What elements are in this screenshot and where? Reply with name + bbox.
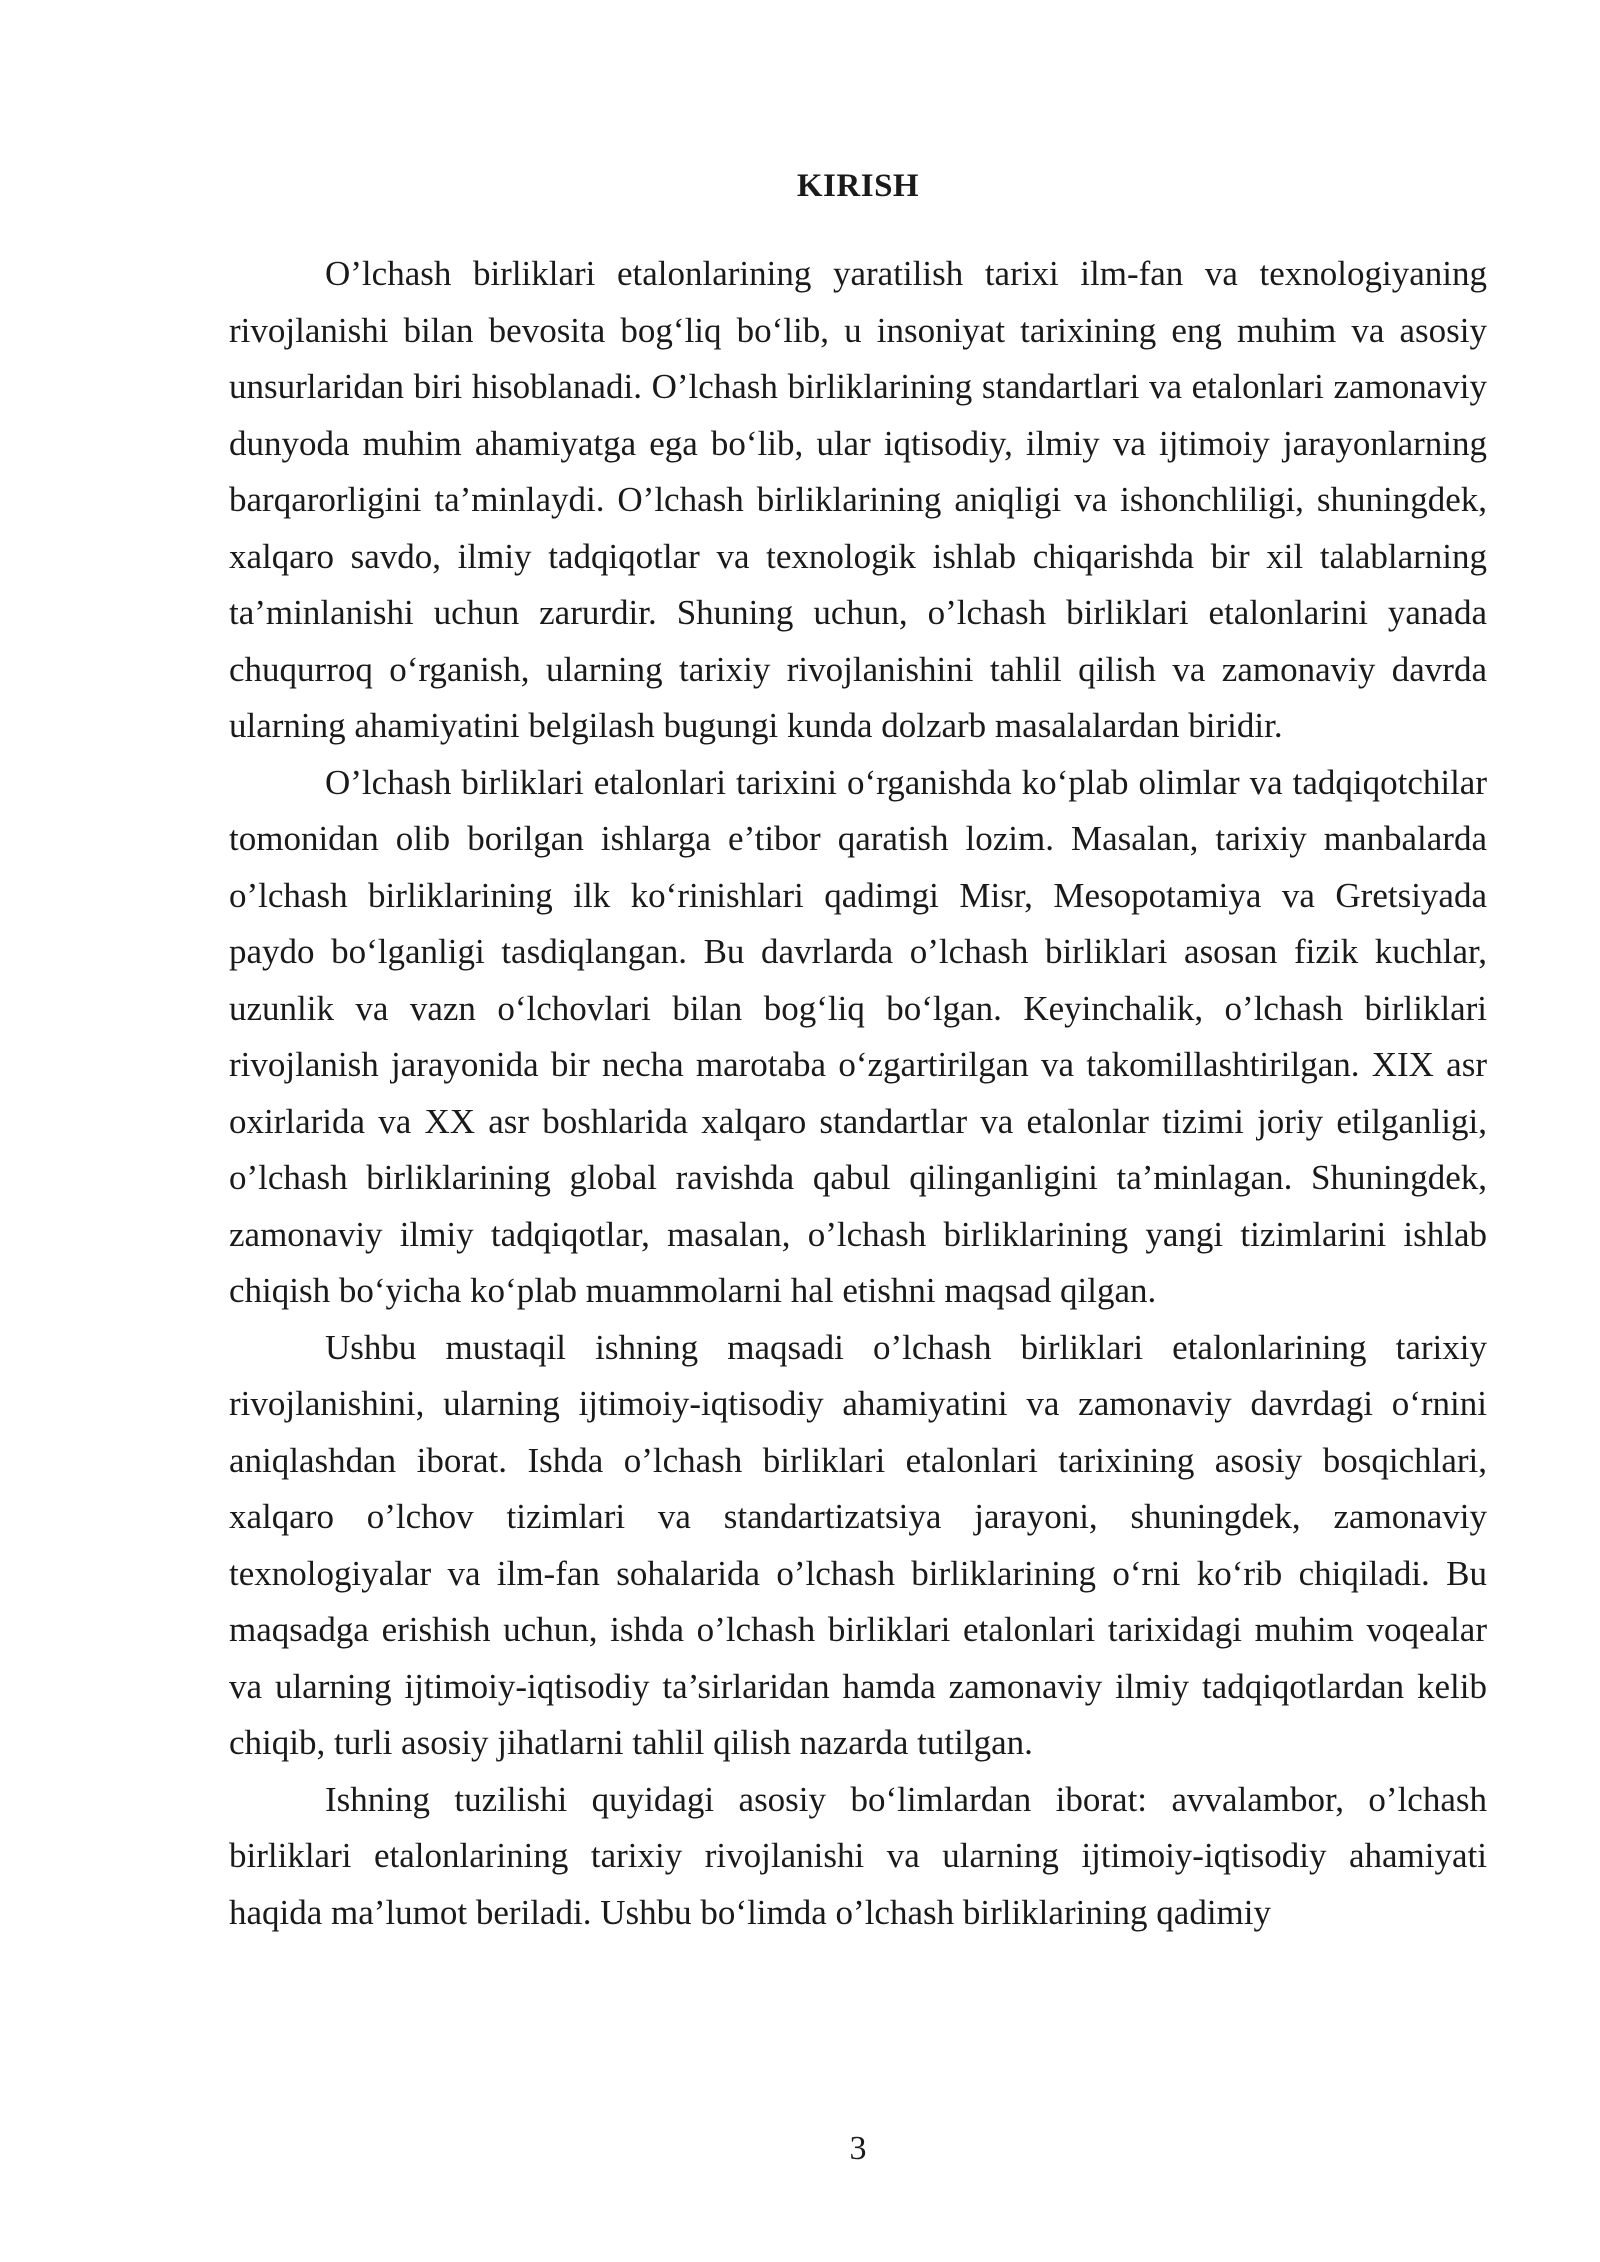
body-text xyxy=(229,246,1487,1941)
paragraph: Ushbu mustaqil ishning maqsadi o’lchash birliklari etalonlarining tarixiy rivojlanishini, ularning ijtimoiy-iqtisodiy ahamiyatini va zamonaviy davrdagi o‘rnini aniqlashdan iborat. Ishda o’lchash birliklari etalonlari tarixining asosiy bosqichlari, xalqaro o’lchov tizimlari va standartizatsiya jarayoni, shuningdek, zamonaviy texnologiyalar va ilm-fan sohalarida o’lchash birliklarining o‘rni ko‘rib chiqiladi. Bu maqsadga erishish uchun, ishda o’lchash birliklari etalonlari tarixidagi muhim voqealar va ularning ijtimoiy-iqtisodiy ta’sirlaridan hamda zamonaviy ilmiy tadqiqotlardan kelib chiqib, turli asosiy jihatlarni tahlil qilish nazarda tutilgan. xyxy=(229,1327,1487,1762)
page-number: 3 xyxy=(849,2130,867,2167)
section-heading: KIRISH xyxy=(796,168,920,204)
paragraph: Ishning tuzilishi quyidagi asosiy bo‘limlardan iborat: avvalambor, o’lchash birliklari etalonlarining tarixiy rivojlanishi va ularning ijtimoiy-iqtisodiy ahamiyati haqida ma’lumot beriladi. Ushbu bo‘limda o’lchash birliklarining qadimiy xyxy=(229,1779,1487,1932)
paragraph: O’lchash birliklari etalonlari tarixini o‘rganishda ko‘plab olimlar va tadqiqotchilar tomonidan olib borilgan ishlarga e’tibor qaratish lozim. Masalan, tarixiy manbalarda o’lchash birliklarining ilk ko‘rinishlari qadimgi Misr, Mesopotamiya va Gretsiyada paydo bo‘lganligi tasdiqlangan. Bu davrlarda o’lchash birliklari asosan fizik kuchlar, uzunlik va vazn o‘lchovlari bilan bog‘liq bo‘lgan. Keyinchalik, o’lchash birliklari rivojlanish jarayonida bir necha marotaba o‘zgartirilgan va takomillashtirilgan. XIX asr oxirlarida va XX asr boshlarida xalqaro standartlar va etalonlar tizimi joriy etilganligi, o’lchash birliklarining global ravishda qabul qilinganligini ta’minlagan. Shuningdek, zamonaviy ilmiy tadqiqotlar, masalan, o’lchash birliklarining yangi tizimlarini ishlab chiqish bo‘yicha ko‘plab muammolarni hal etishni maqsad qilgan. xyxy=(229,762,1487,1310)
paragraph: O’lchash birliklari etalonlarining yaratilish tarixi ilm-fan va texnologiyaning rivojlanishi bilan bevosita bog‘liq bo‘lib, u insoniyat tarixining eng muhim va asosiy unsurlaridan biri hisoblanadi. O’lchash birliklarining standartlari va etalonlari zamonaviy dunyoda muhim ahamiyatga ega bo‘lib, ular iqtisodiy, ilmiy va ijtimoiy jarayonlarning barqarorligini ta’minlaydi. O’lchash birliklarining aniqligi va ishonchliligi, shuningdek, xalqaro savdo, ilmiy tadqiqotlar va texnologik ishlab chiqarishda bir xil talablarning ta’minlanishi uchun zarurdir. Shuning uchun, o’lchash birliklari etalonlarini yanada chuqurroq o‘rganish, ularning tarixiy rivojlanishini tahlil qilish va zamonaviy davrda ularning ahamiyatini belgilash bugungi kunda dolzarb masalalardan biridir. xyxy=(229,254,1487,745)
